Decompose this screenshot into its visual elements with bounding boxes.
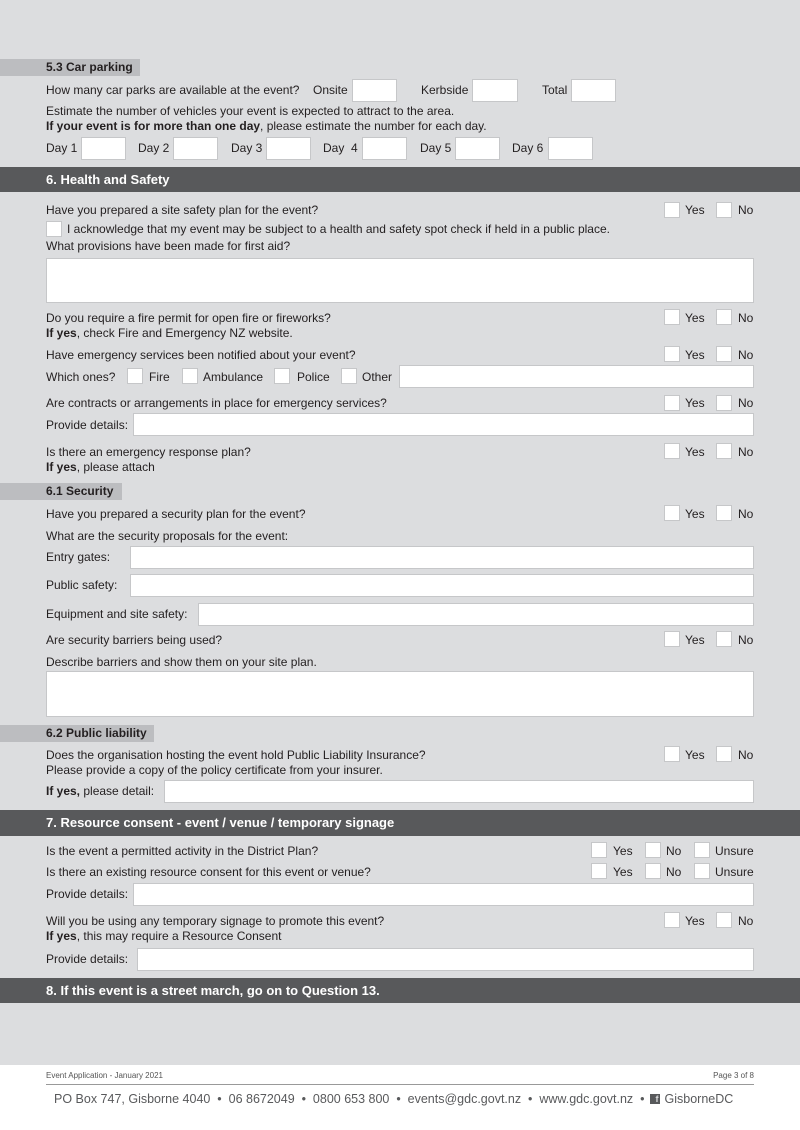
other-services-input[interactable] [399,365,754,388]
no-label: No [666,865,682,879]
consent-unsure-checkbox[interactable] [694,863,710,879]
yes-label: Yes [685,507,705,521]
yes-label: Yes [685,633,705,647]
onsite-input[interactable] [352,79,397,102]
safety-plan-question: Have you prepared a site safety plan for the event? [46,203,319,217]
no-label: No [738,203,754,217]
contracts-question: Are contracts or arrangements in place for emergency services? [46,396,387,410]
permitted-activity-question: Is the event a permitted activity in the District Plan? [46,844,319,858]
no-label: No [738,633,754,647]
no-label: No [738,311,754,325]
day-3-label: Day 3 [231,141,263,155]
security-yes-checkbox[interactable] [664,505,680,521]
kerbside-input[interactable] [472,79,518,102]
equipment-safety-input[interactable] [198,603,754,626]
security-plan-question: Have you prepared a security plan for the event? [46,507,306,521]
section-8-header: 8. If this event is a street march, go on to Question 13. [0,978,800,1003]
unsure-label: Unsure [715,844,754,858]
police-label: Police [297,370,330,384]
section-7-header: 7. Resource consent - event / venue / temporary signage [0,810,800,836]
fire-checkbox[interactable] [127,368,143,384]
car-parks-question: How many car parks are available at the event? [46,83,300,97]
erp-no-checkbox[interactable] [716,443,732,459]
permitted-unsure-checkbox[interactable] [694,842,710,858]
signage-question: Will you be using any temporary signage to promote this event? [46,914,385,928]
entry-gates-label: Entry gates: [46,550,111,564]
liability-yes-checkbox[interactable] [664,746,680,762]
provide-details-label: Provide details: [46,418,129,432]
onsite-label: Onsite [313,83,348,97]
first-aid-textarea[interactable] [46,258,754,303]
contact-details: PO Box 747, Gisborne 4040 • 06 8672049 • 0800 653 800 • events@gdc.govt.nz • www.gdc.govt.nz • [54,1092,645,1106]
erp-yes-checkbox[interactable] [664,443,680,459]
signage-no-checkbox[interactable] [716,912,732,928]
police-checkbox[interactable] [274,368,290,384]
fire-permit-question: Do you require a fire permit for open fire or fireworks? [46,311,331,325]
emergency-notified-question: Have emergency services been notified about your event? [46,348,356,362]
no-label: No [738,445,754,459]
no-label: No [738,348,754,362]
fire-permit-no-checkbox[interactable] [716,309,732,325]
notified-yes-checkbox[interactable] [664,346,680,362]
other-checkbox[interactable] [341,368,357,384]
no-label: No [738,914,754,928]
kerbside-label: Kerbside [421,83,469,97]
day-4-label: Day 4 [323,141,358,155]
yes-label: Yes [685,445,705,459]
fire-permit-yes-checkbox[interactable] [664,309,680,325]
ambulance-checkbox[interactable] [182,368,198,384]
facebook-handle: GisborneDC [664,1092,734,1106]
safety-plan-no-checkbox[interactable] [716,202,732,218]
no-label: No [738,507,754,521]
yes-label: Yes [685,311,705,325]
day-6-input[interactable] [548,137,593,160]
liability-copy-note: Please provide a copy of the policy certificate from your insurer. [46,763,383,777]
yes-label: Yes [685,396,705,410]
liability-detail-label: If yes, please detail: [46,784,155,798]
acknowledge-checkbox[interactable] [46,221,62,237]
footer-doc-title: Event Application - January 2021 [46,1071,163,1080]
permitted-yes-checkbox[interactable] [591,842,607,858]
day-3-input[interactable] [266,137,311,160]
day-4-input[interactable] [362,137,407,160]
permitted-no-checkbox[interactable] [645,842,661,858]
yes-label: Yes [685,914,705,928]
footer-divider [46,1084,754,1085]
existing-consent-question: Is there an existing resource consent for this event or venue? [46,865,371,879]
day-6-label: Day 6 [512,141,544,155]
equipment-safety-label: Equipment and site safety: [46,607,188,621]
yes-label: Yes [613,865,633,879]
signage-yes-checkbox[interactable] [664,912,680,928]
section-6-1-title: 6.1 Security [0,483,122,500]
consent-details-input[interactable] [133,883,754,906]
consent-no-checkbox[interactable] [645,863,661,879]
day-1-input[interactable] [81,137,126,160]
yes-label: Yes [613,844,633,858]
facebook-icon: f [650,1094,660,1104]
total-input[interactable] [571,79,616,102]
yes-label: Yes [685,348,705,362]
section-6-2-title: 6.2 Public liability [0,725,154,742]
other-label: Other [362,370,393,384]
day-5-label: Day 5 [420,141,452,155]
which-ones-label: Which ones? [46,370,116,384]
barriers-question: Are security barriers being used? [46,633,223,647]
estimate-text: Estimate the number of vehicles your event is expected to attract to the area. [46,104,455,118]
unsure-label: Unsure [715,865,754,879]
barriers-yes-checkbox[interactable] [664,631,680,647]
barriers-textarea[interactable] [46,671,754,717]
liability-question: Does the organisation hosting the event hold Public Liability Insurance? [46,748,426,762]
security-proposals-label: What are the security proposals for the event: [46,529,289,543]
multi-day-text: If your event is for more than one day, please estimate the number for each day. [46,119,487,133]
erp-question: Is there an emergency response plan? [46,445,251,459]
acknowledge-text: I acknowledge that my event may be subject to a health and safety spot check if held in a public place. [67,222,610,236]
contracts-details-input[interactable] [133,413,754,436]
safety-plan-yes-checkbox[interactable] [664,202,680,218]
day-1-label: Day 1 [46,141,78,155]
no-label: No [738,396,754,410]
no-label: No [666,844,682,858]
erp-note: If yes, please attach [46,460,155,474]
contracts-yes-checkbox[interactable] [664,395,680,411]
security-no-checkbox[interactable] [716,505,732,521]
entry-gates-input[interactable] [130,546,754,569]
signage-details-input[interactable] [137,948,754,971]
yes-label: Yes [685,203,705,217]
fire-permit-note: If yes, check Fire and Emergency NZ website. [46,326,293,340]
section-5-3-title: 5.3 Car parking [0,59,140,76]
consent-yes-checkbox[interactable] [591,863,607,879]
day-5-input[interactable] [455,137,500,160]
signage-note: If yes, this may require a Resource Consent [46,929,282,943]
provide-details-label: Provide details: [46,952,129,966]
total-label: Total [542,83,568,97]
first-aid-label: What provisions have been made for first aid? [46,239,291,253]
footer-page-number: Page 3 of 8 [713,1071,754,1080]
no-label: No [738,748,754,762]
barriers-no-checkbox[interactable] [716,631,732,647]
yes-label: Yes [685,748,705,762]
day-2-label: Day 2 [138,141,170,155]
public-safety-input[interactable] [130,574,754,597]
ambulance-label: Ambulance [203,370,264,384]
public-safety-label: Public safety: [46,578,118,592]
liability-detail-input[interactable] [164,780,754,803]
fire-label: Fire [149,370,170,384]
section-6-header: 6. Health and Safety [0,167,800,192]
day-2-input[interactable] [173,137,218,160]
provide-details-label: Provide details: [46,887,129,901]
liability-no-checkbox[interactable] [716,746,732,762]
contracts-no-checkbox[interactable] [716,395,732,411]
notified-no-checkbox[interactable] [716,346,732,362]
footer-contact [54,1092,733,1106]
describe-barriers-label: Describe barriers and show them on your site plan. [46,655,317,669]
